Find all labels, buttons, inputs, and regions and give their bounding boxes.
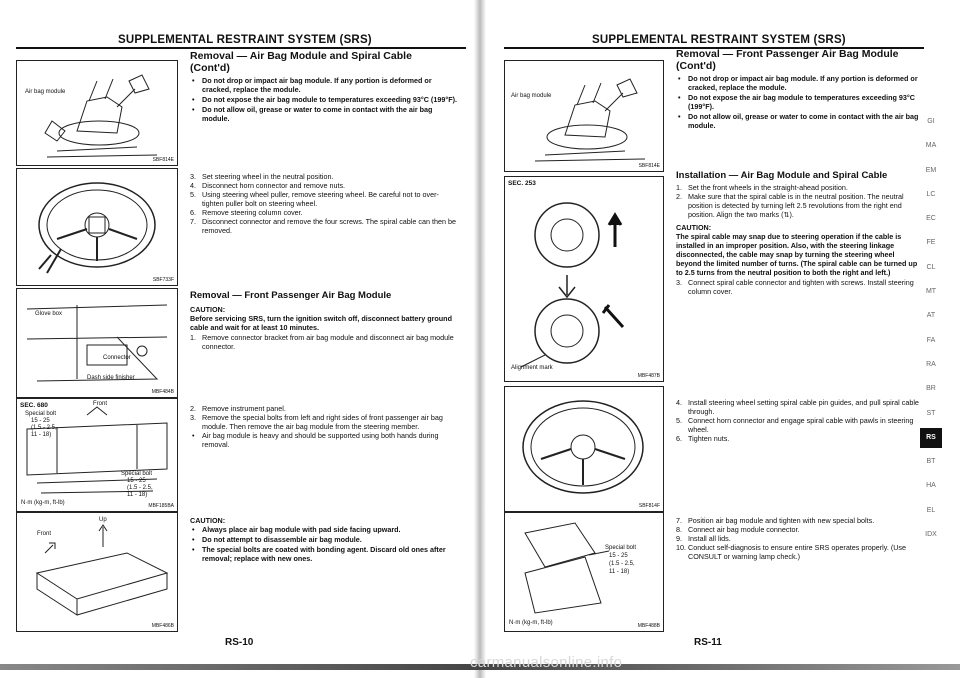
step-item: 9. Install all lids. [676,534,731,543]
air-bag-illustration [17,61,177,165]
tab-fa[interactable]: FA [926,336,936,344]
step-item: 6. Tighten nuts. [676,434,730,443]
figure-code: SBF814E [152,157,174,163]
caution-item: • The special bolts are coated with bonding agent. Discard old ones after removal; replace with new ones. [190,545,460,563]
tab-bt[interactable]: BT [926,458,936,466]
front-direction-label: Front [93,401,108,407]
figure-code: SBF814E [638,163,660,169]
tab-fe[interactable]: FE [926,239,936,247]
left-page-header: SUPPLEMENTAL RESTRAINT SYSTEM (SRS) [118,34,372,46]
caution-text: The spiral cable may snap due to steering operation if the cable is installed in an improper position. Also, with the steering linkage disconnected, the cable may snap by turning the steering wheel beyond the limited number of turns. (The spiral cable can be turned up to 2.5 turns from the neutral position to both the right and left.) [676,232,918,277]
figure-code: MBF486B [151,623,174,629]
torque-value-imperial: 11 - 18) [31,432,52,438]
steps-list [676,183,922,219]
caution-label: CAUTION: [676,223,712,232]
steps-list [190,333,460,351]
left-steps-a [190,172,460,235]
tab-mt[interactable]: MT [925,288,937,296]
left-steps-c [190,404,460,450]
right-page-header: SUPPLEMENTAL RESTRAINT SYSTEM (SRS) [592,34,846,46]
note-item: • Air bag module is heavy and should be supported using both hands during removal. [190,431,460,449]
special-bolt-label: Special bolt [605,545,637,551]
caution-item: • Do not allow oil, grease or water to come in contact with the air bag module. [190,105,460,123]
caution-list [190,525,460,563]
right-steps-c [676,398,922,443]
caution-item: • Do not attempt to disassemble air bag module. [190,535,460,544]
step-item: 7. Position air bag module and tighten with new special bolts. [676,516,875,525]
torque-value-metric: (1.5 - 2.5, [609,561,635,567]
section-number: SEC. 253 [508,180,536,187]
steering-wheel-puller-figure [16,168,178,286]
torque-value: 15 - 25 [31,418,50,424]
steps-list [190,172,460,235]
spiral-cable-alignment-figure [504,176,664,382]
tab-em[interactable]: EM [925,166,937,174]
torque-value-metric: (1.5 - 2.5, [31,425,57,431]
tab-idx[interactable]: IDX [925,531,937,539]
section-title: Installation — Air Bag Module and Spiral Cable [676,170,888,181]
torque-units-label: N·m (kg-m, ft-lb) [509,620,553,626]
tab-ma[interactable]: MA [925,142,937,150]
front-direction-label: Front [37,531,52,537]
caution-label: CAUTION: [190,305,226,314]
tab-st[interactable]: ST [926,409,936,417]
caution-label: CAUTION: [190,516,226,525]
air-bag-module-label: Air bag module [25,89,66,95]
caution-text: Before servicing SRS, turn the ignition switch off, disconnect battery ground cable and wait for at least 10 minutes. [190,314,452,332]
special-bolt-label: Special bolt [25,411,57,417]
figure-code: SBF814F [638,503,660,509]
left-page [0,0,478,678]
steps-list [676,278,922,296]
tab-br[interactable]: BR [926,385,936,393]
step-item: 5. Connect horn connector and engage spiral cable with pawls in steering wheel. [676,416,914,434]
tab-cl[interactable]: CL [926,263,936,271]
glove-box-connector-figure [16,288,178,398]
steps-list [190,404,460,431]
right-top-text [676,48,922,131]
tab-el[interactable]: EL [926,506,936,514]
air-bag-module-figure [504,60,664,172]
tab-rs[interactable]: RS [920,428,942,448]
air-bag-module-figure [16,60,178,166]
torque-value: 15 - 25 [127,478,146,484]
step-item: 1. Remove connector bracket from air bag module and disconnect air bag module connector. [190,333,454,351]
torque-value-metric: (1.5 - 2.5, [127,485,153,491]
air-bag-orientation-figure [16,512,178,632]
page-number: RS-11 [694,637,722,648]
connector-label: Connector [103,355,131,361]
steps-list [676,398,922,443]
torque-value: 15 - 25 [609,553,628,559]
section-number: SEC. 680 [20,402,48,409]
glove-box-label: Glove box [35,311,63,317]
step-item: 3. Connect spiral cable connector and tighten with screws. Install steering column cover. [676,278,914,296]
step-item: 1. Set the front wheels in the straight-ahead position. [676,183,848,192]
page-number: RS-10 [225,637,254,648]
dash-side-finisher-label: Dash side finisher [87,375,135,381]
figure-code: MBF185BA [148,503,174,509]
caution-list [190,76,460,123]
caution-item: • Do not allow oil, grease or water to come in contact with the air bag module. [676,112,922,130]
right-page [482,0,960,678]
air-bag-module-label: Air bag module [511,93,552,99]
step-item: 6. Remove steering column cover. [190,208,303,217]
caution-item: • Do not expose the air bag module to temperatures exceeding 93°C (199°F). [676,93,922,111]
steps-list [676,516,922,561]
figure-code: SBF733F [152,277,174,283]
step-item: 5. Using steering wheel puller, remove steering wheel. Be careful not to over-tighten puller bolt on steering wheel. [190,190,439,208]
tab-lc[interactable]: LC [926,190,936,198]
steering-wheel-illustration [505,387,663,511]
torque-units-label: N·m (kg-m, ft-lb) [21,500,65,506]
left-section2 [190,290,460,351]
torque-value-imperial: 11 - 18) [609,569,630,575]
air-bag-illustration [505,61,663,171]
caution-item: • Do not drop or impact air bag module. If any portion is deformed or cracked, replace the module. [676,74,922,92]
figure-code: MBF484B [151,389,174,395]
tab-ha[interactable]: HA [926,482,936,490]
section-title: Removal — Front Passenger Air Bag Module [190,290,392,301]
figure-code: MBF487B [637,373,660,379]
left-header-rule [16,47,466,49]
torque-value-imperial: 11 - 18) [127,492,148,498]
section-title: Removal — Front Passenger Air Bag Module [676,48,899,60]
tab-ra[interactable]: RA [926,360,936,368]
step-item: 3. Set steering wheel in the neutral position. [190,172,334,181]
step-item: 4. Install steering wheel setting spiral cable pin guides, and pull spiral cable through. [676,398,919,416]
section-tabs [920,112,942,549]
step-item: 2. Make sure that the spiral cable is in the neutral position. The neutral position is detected by turning left 2.5 revolutions from the right end position. Align the two marks (⇅). [676,192,904,219]
spiral-cable-illustration [505,177,663,381]
left-top-text [190,50,460,124]
up-direction-label: Up [99,517,107,523]
right-install-section [676,170,922,296]
caution-item: • Always place air bag module with pad side facing upward. [190,525,460,534]
right-steps-d [676,516,922,561]
step-item: 2. Remove instrument panel. [190,404,286,413]
section-title: Removal — Air Bag Module and Spiral Cable [190,50,412,62]
caution-item: • Do not expose the air bag module to temperatures exceeding 93°C (199°F). [190,95,460,104]
left-caution2 [190,516,460,564]
section-title-cont: (Cont'd) [676,60,716,72]
alignment-mark-label: Alignment mark [511,365,553,371]
step-item: 3. Remove the special bolts from left and right sides of front passenger air bag module. Then remove the air bag module from the steering member. [190,413,443,431]
tab-at[interactable]: AT [926,312,936,320]
step-item: 10. Conduct self-diagnosis to ensure entire SRS operates properly. (Use CONSULT or warning lamp check.) [676,543,906,561]
watermark: carmanualsonline.info [470,654,623,671]
steering-wheel-install-figure [504,386,664,512]
passenger-air-bag-illustration [505,513,663,631]
tab-ec[interactable]: EC [926,215,936,223]
step-item: 4. Disconnect horn connector and remove nuts. [190,181,346,190]
special-bolt-label: Special bolt [121,471,153,477]
steering-wheel-illustration [17,169,177,285]
special-bolt-figure [16,398,178,512]
note-list [190,431,460,449]
figure-code: MBF488B [637,623,660,629]
step-item: 8. Connect air bag module connector. [676,525,800,534]
step-item: 7. Disconnect connector and remove the four screws. The spiral cable can then be removed. [190,217,456,235]
tab-gi[interactable]: GI [927,118,935,125]
caution-item: • Do not drop or impact air bag module. If any portion is deformed or cracked, replace the module. [190,76,460,94]
caution-list [676,74,922,130]
section-title-cont: (Cont'd) [190,62,230,74]
special-bolt-figure [504,512,664,632]
